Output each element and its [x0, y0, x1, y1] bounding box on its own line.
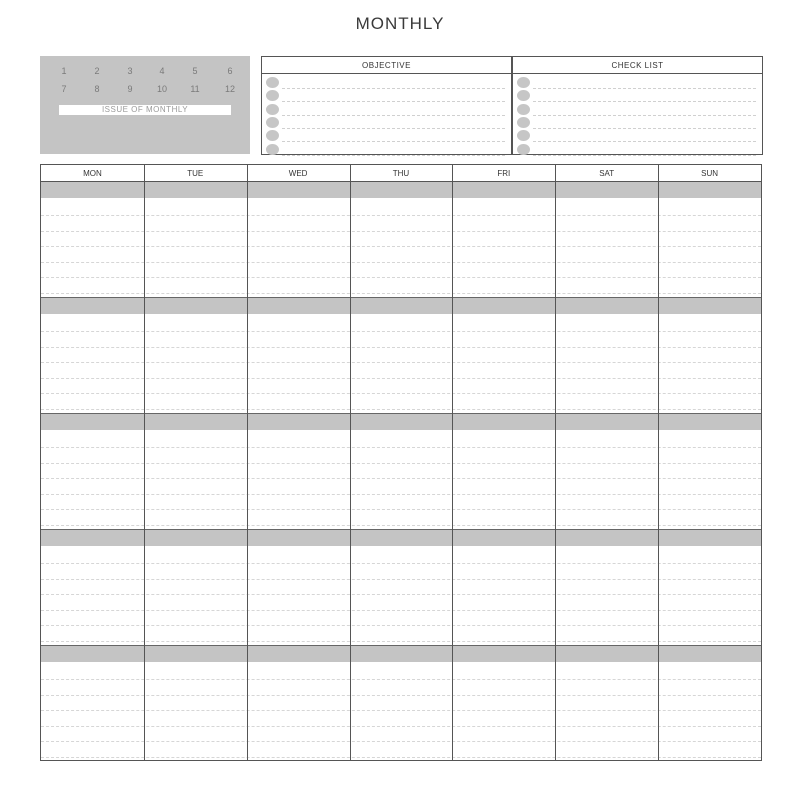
day-cell[interactable] [452, 546, 555, 645]
month-number-7[interactable]: 7 [61, 84, 67, 94]
objective-row[interactable] [266, 117, 505, 129]
objective-row[interactable] [266, 77, 505, 89]
week-date-band [41, 182, 761, 198]
calendar-grid [40, 164, 762, 761]
month-number-2[interactable]: 2 [94, 66, 100, 76]
month-number-12[interactable]: 12 [224, 84, 235, 94]
dashed-writing-line [533, 141, 756, 142]
checklist-row[interactable] [517, 77, 756, 89]
day-cell[interactable] [555, 662, 658, 761]
day-header-mon: MON [83, 169, 102, 178]
column-divider [247, 165, 248, 760]
bullet-dot-icon [266, 144, 279, 155]
objective-header: OBJECTIVE [262, 57, 511, 74]
column-divider [555, 165, 556, 760]
checklist-row[interactable] [517, 130, 756, 142]
day-header-tue: TUE [187, 169, 204, 178]
column-divider [658, 165, 659, 760]
dashed-writing-line [533, 88, 756, 89]
week-date-band [41, 530, 761, 546]
day-cell[interactable] [350, 198, 453, 297]
day-cell[interactable] [41, 314, 144, 413]
month-number-10[interactable]: 10 [156, 84, 167, 94]
bullet-dot-icon [517, 130, 530, 141]
dashed-writing-line [282, 141, 505, 142]
day-header-fri: FRI [497, 169, 511, 178]
checklist-row[interactable] [517, 90, 756, 102]
day-cell[interactable] [555, 546, 658, 645]
dashed-writing-line [533, 115, 756, 116]
week-date-band [41, 646, 761, 662]
bullet-dot-icon [517, 77, 530, 88]
day-cell[interactable] [658, 546, 761, 645]
column-divider [144, 165, 145, 760]
dashed-writing-line [282, 155, 505, 156]
month-number-1[interactable]: 1 [61, 66, 67, 76]
day-cell[interactable] [350, 430, 453, 529]
day-cell[interactable] [247, 546, 350, 645]
dashed-writing-line [533, 155, 756, 156]
checklist-row[interactable] [517, 144, 756, 156]
dashed-writing-line [533, 101, 756, 102]
page-title: MONTHLY [355, 14, 445, 33]
checklist-header: CHECK LIST [513, 57, 762, 74]
dashed-writing-line [282, 101, 505, 102]
day-cell[interactable] [555, 198, 658, 297]
day-header-thu: THU [392, 169, 410, 178]
objective-row[interactable] [266, 144, 505, 156]
day-cell[interactable] [144, 430, 247, 529]
day-cell[interactable] [247, 662, 350, 761]
day-cell[interactable] [247, 314, 350, 413]
day-cell[interactable] [144, 546, 247, 645]
day-cell[interactable] [350, 546, 453, 645]
day-cell[interactable] [247, 430, 350, 529]
month-number-11[interactable]: 11 [190, 84, 200, 94]
week-date-band [41, 414, 761, 430]
day-cell[interactable] [452, 314, 555, 413]
day-cell[interactable] [658, 430, 761, 529]
column-divider [350, 165, 351, 760]
objective-row[interactable] [266, 90, 505, 102]
checklist-box [512, 56, 763, 155]
month-number-9[interactable]: 9 [127, 84, 133, 94]
checklist-row[interactable] [517, 117, 756, 129]
day-header-wed: WED [288, 169, 308, 178]
day-cell[interactable] [41, 546, 144, 645]
day-cell[interactable] [658, 198, 761, 297]
day-cell[interactable] [350, 662, 453, 761]
dashed-writing-line [282, 88, 505, 89]
month-selector-panel [40, 56, 250, 154]
week-date-band [41, 298, 761, 314]
bullet-dot-icon [266, 104, 279, 115]
day-cell[interactable] [41, 198, 144, 297]
month-number-3[interactable]: 3 [127, 66, 133, 76]
objective-row[interactable] [266, 130, 505, 142]
bullet-dot-icon [266, 117, 279, 128]
day-cell[interactable] [41, 662, 144, 761]
day-cell[interactable] [144, 314, 247, 413]
bullet-dot-icon [266, 77, 279, 88]
day-header-sat: SAT [599, 169, 615, 178]
day-cell[interactable] [452, 198, 555, 297]
column-divider [452, 165, 453, 760]
objective-box [261, 56, 512, 155]
bullet-dot-icon [517, 90, 530, 101]
dashed-writing-line [282, 115, 505, 116]
month-number-5[interactable]: 5 [192, 66, 198, 76]
month-number-8[interactable]: 8 [94, 84, 100, 94]
day-cell[interactable] [555, 314, 658, 413]
objective-row[interactable] [266, 104, 505, 116]
bullet-dot-icon [266, 130, 279, 141]
day-cell[interactable] [555, 430, 658, 529]
day-cell[interactable] [452, 430, 555, 529]
day-header-sun: SUN [701, 169, 718, 178]
day-cell[interactable] [350, 314, 453, 413]
dashed-writing-line [282, 128, 505, 129]
bullet-dot-icon [517, 104, 530, 115]
day-cell[interactable] [144, 662, 247, 761]
dashed-writing-line [533, 128, 756, 129]
bullet-dot-icon [517, 117, 530, 128]
day-cell[interactable] [144, 198, 247, 297]
bullet-dot-icon [266, 90, 279, 101]
day-cell[interactable] [247, 198, 350, 297]
day-cell[interactable] [452, 662, 555, 761]
month-number-6[interactable]: 6 [227, 66, 233, 76]
issue-of-monthly-label: ISSUE OF MONTHLY [59, 105, 231, 115]
checklist-row[interactable] [517, 104, 756, 116]
day-cell[interactable] [658, 662, 761, 761]
bullet-dot-icon [517, 144, 530, 155]
month-number-4[interactable]: 4 [159, 66, 165, 76]
day-cell[interactable] [658, 314, 761, 413]
day-cell[interactable] [41, 430, 144, 529]
